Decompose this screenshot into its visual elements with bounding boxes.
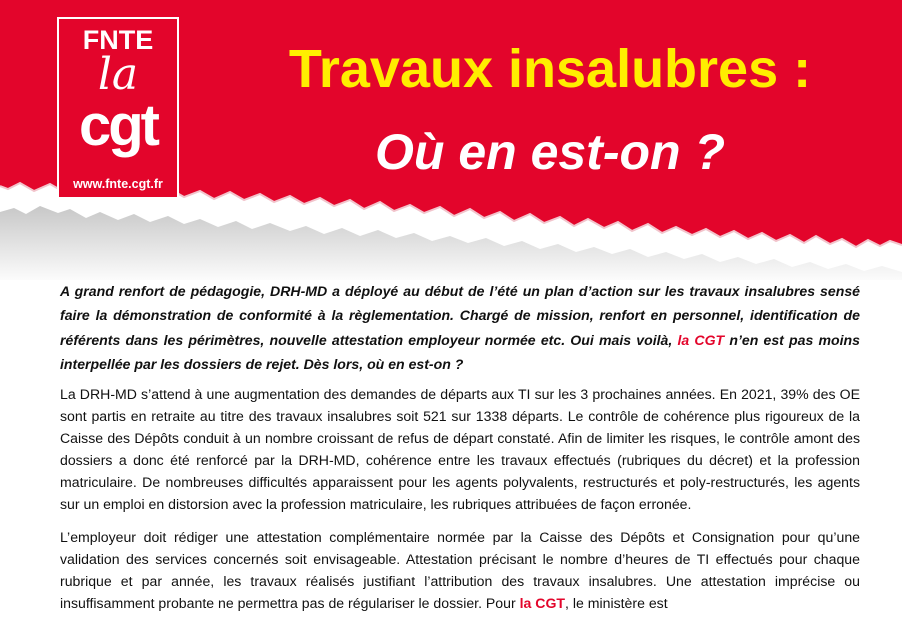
- paragraph-2-text-start: L’employeur doit rédiger une attestation complémentaire normée par la Caisse des Dépôts et Consignation pour qu’une validation des services concernés soit envisageable. Attestation précisant le nombre d’heures de TI effectués pour chaque rubrique et par année, les travaux réalisés justifiant l’attribution des travaux insalubres. Une attestation imprécise ou insuffisamment probante ne permettra pas de régulariser le dossier. Pour: [60, 529, 860, 612]
- paragraph-2-text-end: , le ministère est: [565, 595, 668, 612]
- body-paragraph-1: La DRH-MD s’attend à une augmentation des demandes de départs aux TI sur les 3 prochaines années. En 2021, 39% des OE sont partis en retraite au titre des travaux insalubres soit 521 sur 1338 départs. Le contrôle de cohérence plus rigoureux de la Caisse des Dépôts conduit à un nombre croissant de refus de départ constaté. Afin de limiter les risques, le contrôle amont des dossiers a donc été renforcé par la DRH-MD, cohérence entre les travaux effectués (rubriques du décret) et la profession matriculaire. De nombreuses difficultés apparaissent pour les agents polyvalents, restructurés et poly-restructurés, les agents sur un emploi en distorsion avec la profession matriculaire, les rubriques attribuées de façon erronée.: [60, 386, 860, 513]
- intro-paragraph: [60, 279, 860, 376]
- intro-text-end: n’en est pas moins interpellée par les dossiers de rejet. Dès lors, où en est-on ?: [60, 331, 860, 372]
- fnte-cgt-logo[interactable]: [57, 17, 179, 199]
- intro-text-start: A grand renfort de pédagogie, DRH-MD a déployé au début de l’été un plan d’action sur les travaux insalubres sensé faire la démonstration de conformité à la règlementation. Chargé de mission, renfort en personnel, identification de référents dans les périmètres, nouvelle attestation employeur normée etc. Oui mais voilà,: [60, 283, 860, 348]
- article-body: [60, 279, 860, 625]
- logo-fnte-text: FNTE: [82, 25, 154, 55]
- logo-la-text: la: [97, 49, 139, 100]
- page-subtitle: Où en est-on ?: [375, 124, 725, 180]
- logo-cgt-text: cgt: [79, 93, 157, 158]
- logo-website-link[interactable]: www.fnte.cgt.fr: [73, 177, 163, 191]
- page-title: Travaux insalubres :: [288, 39, 812, 99]
- body-paragraph-2: [60, 526, 860, 614]
- cgt-highlight: la CGT: [519, 595, 566, 612]
- cgt-highlight: la CGT: [677, 331, 725, 348]
